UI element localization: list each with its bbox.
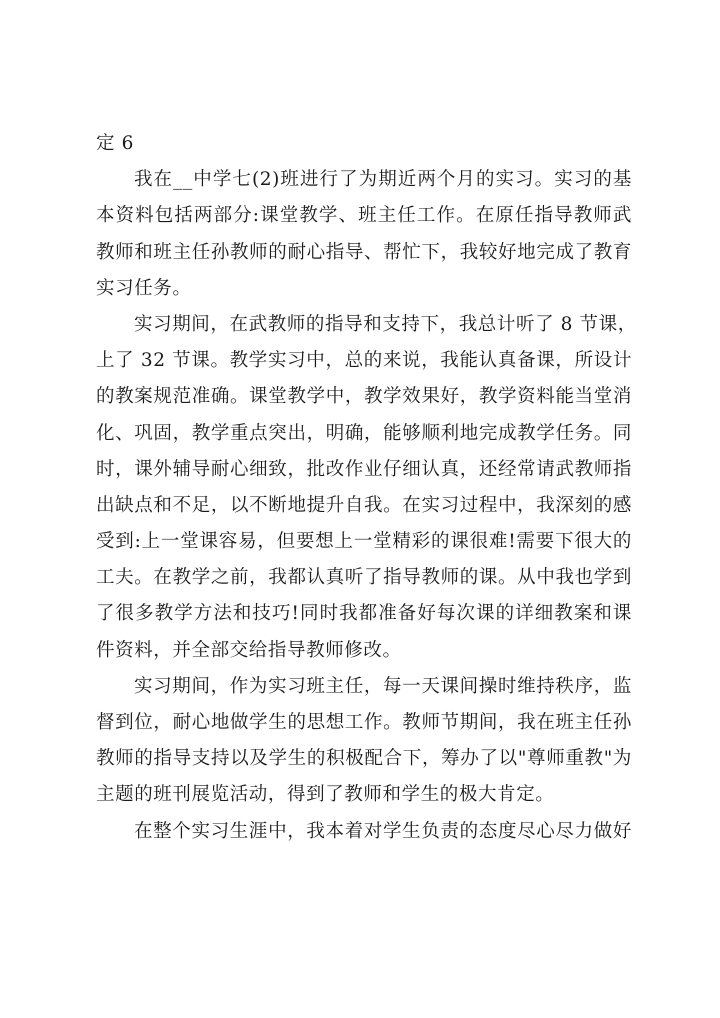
text-line: 工夫。在教学之前，我都认真听了指导教师的课。从中我也学到 [96,567,632,589]
text-line: 我在__中学七(2)班进行了为期近两个月的实习。实习的基 [134,169,632,191]
text-line: 主题的班刊展览活动，得到了教师和学生的极大肯定。 [96,784,555,806]
text-line: 实习期间，作为实习班主任，每一天课间操时维持秩序，监 [134,675,632,697]
text-line: 在整个实习生涯中，我本着对学生负责的态度尽心尽力做好 [134,820,632,842]
text-line: 时，课外辅导耐心细致，批改作业仔细认真，还经常请武教师指 [96,458,632,480]
text-line: 了很多教学方法和技巧!同时我都准备好每次课的详细教案和课 [96,603,632,625]
text-line: 实习任务。 [96,277,192,299]
text-line: 受到:上一堂课容易，但要想上一堂精彩的课很难!需要下很大的 [96,531,632,553]
text-line: 上了 32 节课。教学实习中，总的来说，我能认真备课，所设计 [96,350,632,372]
text-line: 化、巩固，教学重点突出，明确，能够顺利地完成教学任务。同 [96,422,632,444]
text-line: 教师的指导支持以及学生的积极配合下，筹办了以"尊师重教"为 [96,748,632,770]
text-line: 件资料，并全部交给指导教师修改。 [96,639,402,661]
text-line: 出缺点和不足，以不断地提升自我。在实习过程中，我深刻的感 [96,494,632,516]
text-line: 督到位，耐心地做学生的思想工作。教师节期间，我在班主任孙 [96,712,632,733]
text-line: 定 6 [96,133,134,154]
text-line: 教师和班主任孙教师的耐心指导、帮忙下，我较好地完成了教育 [96,241,632,263]
text-line: 实习期间，在武教师的指导和支持下，我总计听了 8 节课， [134,313,637,335]
text-line: 的教案规范准确。课堂教学中，教学效果好，教学资料能当堂消 [96,386,632,408]
text-line: 本资料包括两部分:课堂教学、班主任工作。在原任指导教师武 [96,205,632,227]
document-body [96,126,637,850]
